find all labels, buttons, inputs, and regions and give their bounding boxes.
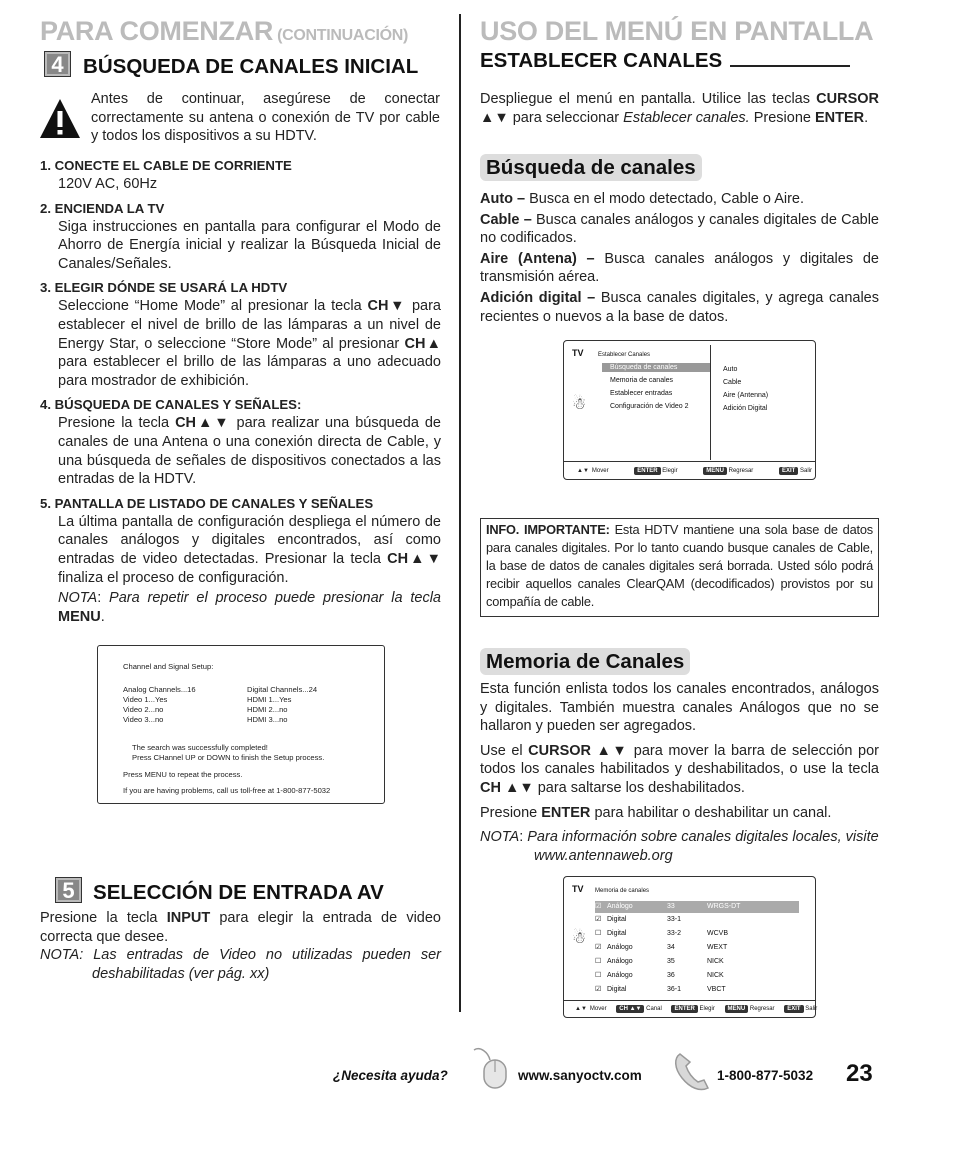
table-row[interactable]: ☑ Análogo 34 WEXT [595, 944, 728, 951]
section4-title: BÚSQUEDA DE CANALES INICIAL [83, 55, 419, 78]
warning-text: Antes de continuar, asegúrese de conectar correctamente su antena o conexión de TV por cable y todos los dispositivos a su HDTV. [91, 91, 440, 145]
step-2 [40, 200, 441, 274]
section5-note: NOTA: Las entradas de Video no utilizadas pueden ser deshabilitadas (ver pág. xx) [40, 947, 441, 982]
busqueda-item-aire: Aire (Antena) – Busca canales análogos y digitales de transmisión aérea. [480, 250, 879, 286]
table-row[interactable]: ☐ Análogo 36 NICK [595, 972, 724, 979]
step-3 [40, 279, 441, 390]
screen1-footer: ▲▼ Mover ENTER Elegir MENU Regresar EXIT Salir [577, 468, 812, 474]
option-cable: Cable [723, 379, 742, 386]
setup-screen [97, 645, 385, 804]
busqueda-list [480, 190, 879, 326]
warning-icon [38, 97, 82, 141]
info-importante: INFO. IMPORTANTE: Esta HDTV mantiene una sola base de datos para canales digitales. Por lo tanto cuando busque canales de Cable, la base de datos de canales digitales será borrada. Usted sólo podrá recibir aquellos canales ClearQAM (decodificados) provistos por su compañía de cable. [480, 518, 879, 617]
footer-phone: 1-800-877-5032 [717, 1068, 814, 1083]
busqueda-item-digital: Adición digital – Busca canales digitales, y agrega canales recientes o nuevos a la base de datos. [480, 289, 879, 325]
menu-item-video2: Configuración de Video 2 [610, 403, 689, 410]
section5-heading [55, 877, 384, 904]
option-auto: Auto [723, 366, 738, 373]
tv-mascot-icon-2: ☃ [572, 930, 587, 947]
memoria-p2: Use el CURSOR ▲▼ para mover la barra de selección por todos los canales habilitados y deshabilitados, o use la tecla CH ▲▼ para saltarse los deshabilitados. [480, 742, 879, 796]
screen1-options [723, 365, 768, 413]
step-2-text: Siga instrucciones en pantalla para configurar el Modo de Ahorro de Energía inicial y realizar la Búsqueda Inicial de Canales/Señales. [58, 218, 441, 272]
memoria-heading: Memoria de Canales [480, 648, 690, 675]
table-row[interactable]: ☐ Digital 33-2 WCVB [595, 930, 728, 937]
tv-mascot-icon: ☃ [572, 396, 587, 413]
screen2-tv-label: TV [572, 884, 584, 894]
step-1 [40, 157, 441, 194]
screen1-tv-label: TV [572, 348, 584, 358]
screen1-menu-title: Establecer Canales [598, 352, 651, 358]
setup-msg2: Press CHannel UP or DOWN to finish the Setup process. [132, 753, 325, 762]
memoria-note: NOTA: Para información sobre canales digitales locales, visite www.antennaweb.org [480, 829, 879, 864]
table-row[interactable]: ☑ Digital 36-1 VBCT [595, 986, 726, 993]
memoria-p1: Esta función enlista todos los canales encontrados, análogos y digitales. También muestra canales Análogos que no se hallaron y pueden ser agregados. [480, 681, 879, 735]
step-1-label: 1. CONECTE EL CABLE DE CORRIENTE [40, 158, 292, 173]
footer-help: ¿Necesita ayuda? [333, 1068, 448, 1083]
busqueda-heading: Búsqueda de canales [480, 154, 702, 181]
step-5-label: 5. PANTALLA DE LISTADO DE CANALES Y SEÑALES [40, 495, 374, 511]
right-subtitle: ESTABLECER CANALES [480, 49, 850, 73]
step-4-label: 4. BÚSQUEDA DE CANALES Y SEÑALES: [40, 397, 302, 413]
section5-body [40, 909, 441, 983]
step-5-text: La última pantalla de configuración despliega el número de canales análogos y digitales encontrados, así como entradas de video detectadas. Presionar la tecla CH▲▼ finaliza el proceso de configuración. [58, 513, 441, 586]
phone-icon [670, 1050, 714, 1094]
option-digital: Adición Digital [723, 405, 768, 412]
screen2-footer: ▲▼ Mover CH ▲▼ Canal ENTER Elegir MENU Regresar EXIT Salir [575, 1006, 818, 1012]
table-row[interactable]: ☑ Análogo 33 WRGS-DT [595, 901, 799, 913]
channel-table [595, 901, 799, 997]
memoria-canales-screen [563, 876, 816, 1018]
setup-msg3: Press MENU to repeat the process. [123, 770, 243, 779]
establecer-canales-screen [563, 340, 816, 480]
right-title: USO DEL MENÚ EN PANTALLA [480, 16, 874, 46]
step-4-text: Presione la tecla CH▲▼ para realizar una búsqueda de canales de una Antena o una conexión directa de Cable, y una búsqueda de señales de dispositivos conectados a las entradas de la HDTV. [58, 415, 441, 488]
menu-item-memoria: Memoria de canales [610, 377, 674, 384]
step-3-label: 3. ELEGIR DÓNDE SE USARÁ LA HDTV [40, 280, 288, 296]
footer-web[interactable]: www.sanyoctv.com [518, 1068, 642, 1083]
option-aire: Aire (Antenna) [723, 392, 769, 399]
menu-item-busqueda: Búsqueda de canales [602, 363, 710, 372]
step-5 [40, 495, 441, 627]
busqueda-item-cable: Cable – Busca canales análogos y canales digitales de Cable no codificados. [480, 211, 879, 247]
screen2-title: Memoria de canales [595, 888, 650, 894]
setup-msg1: The search was successfully completed! [132, 743, 268, 752]
screen1-menu-items [602, 363, 710, 411]
section5-title: SELECCIÓN DE ENTRADA AV [93, 881, 384, 904]
step-list [40, 157, 441, 626]
memoria-p3: Presione ENTER para habilitar o deshabilitar un canal. [480, 804, 832, 821]
memoria-body [480, 680, 879, 865]
right-intro: Despliegue el menú en pantalla. Utilice las teclas CURSOR ▲▼ para seleccionar Establecer canales. Presione ENTER. [480, 91, 879, 126]
table-row[interactable]: ☐ Análogo 35 NICK [595, 958, 724, 965]
left-title-sub: (CONTINUACIÓN) [277, 27, 409, 44]
step-2-label: 2. ENCIENDA LA TV [40, 200, 165, 216]
busqueda-item-auto: Auto – Busca en el modo detectado, Cable o Aire. [480, 191, 805, 207]
section4-heading [44, 51, 418, 78]
step-number-4: 4 [44, 51, 71, 77]
step-5-note: NOTA: Para repetir el proceso puede presionar la tecla MENU. [58, 590, 441, 625]
column-divider [459, 14, 461, 1012]
step-4 [40, 396, 441, 488]
mouse-icon [470, 1046, 512, 1090]
menu-item-entradas: Establecer entradas [610, 390, 673, 397]
left-title-main: PARA COMENZAR [40, 16, 274, 46]
table-row[interactable]: ☑ Digital 33-1 [595, 916, 682, 923]
setup-title: Channel and Signal Setup: [123, 662, 214, 671]
step-number-5: 5 [55, 877, 82, 903]
page-number: 23 [846, 1060, 873, 1087]
step-1-text: 120V AC, 60Hz [58, 176, 158, 192]
setup-msg4: If you are having problems, call us toll-free at 1-800-877-5032 [123, 786, 331, 795]
setup-left-col: Analog Channels...16 Video 1...Yes Video 2...no Video 3...no [123, 685, 196, 724]
setup-right-col: Digital Channels...24 HDMI 1...Yes HDMI 2...no HDMI 3...no [247, 685, 318, 724]
step-3-text: Seleccione “Home Mode” al presionar la tecla CH▼ para establecer el nivel de brillo de las lámparas a un nivel de Energy Star, o seleccione “Store Mode” al presionar CH▲ para establecer el brillo de las lámparas a uno adecuado para mostrador de exhibición. [58, 298, 441, 389]
section5-text: Presione la tecla INPUT para elegir la entrada de video correcta que desee. [40, 910, 441, 945]
left-title [40, 16, 408, 51]
